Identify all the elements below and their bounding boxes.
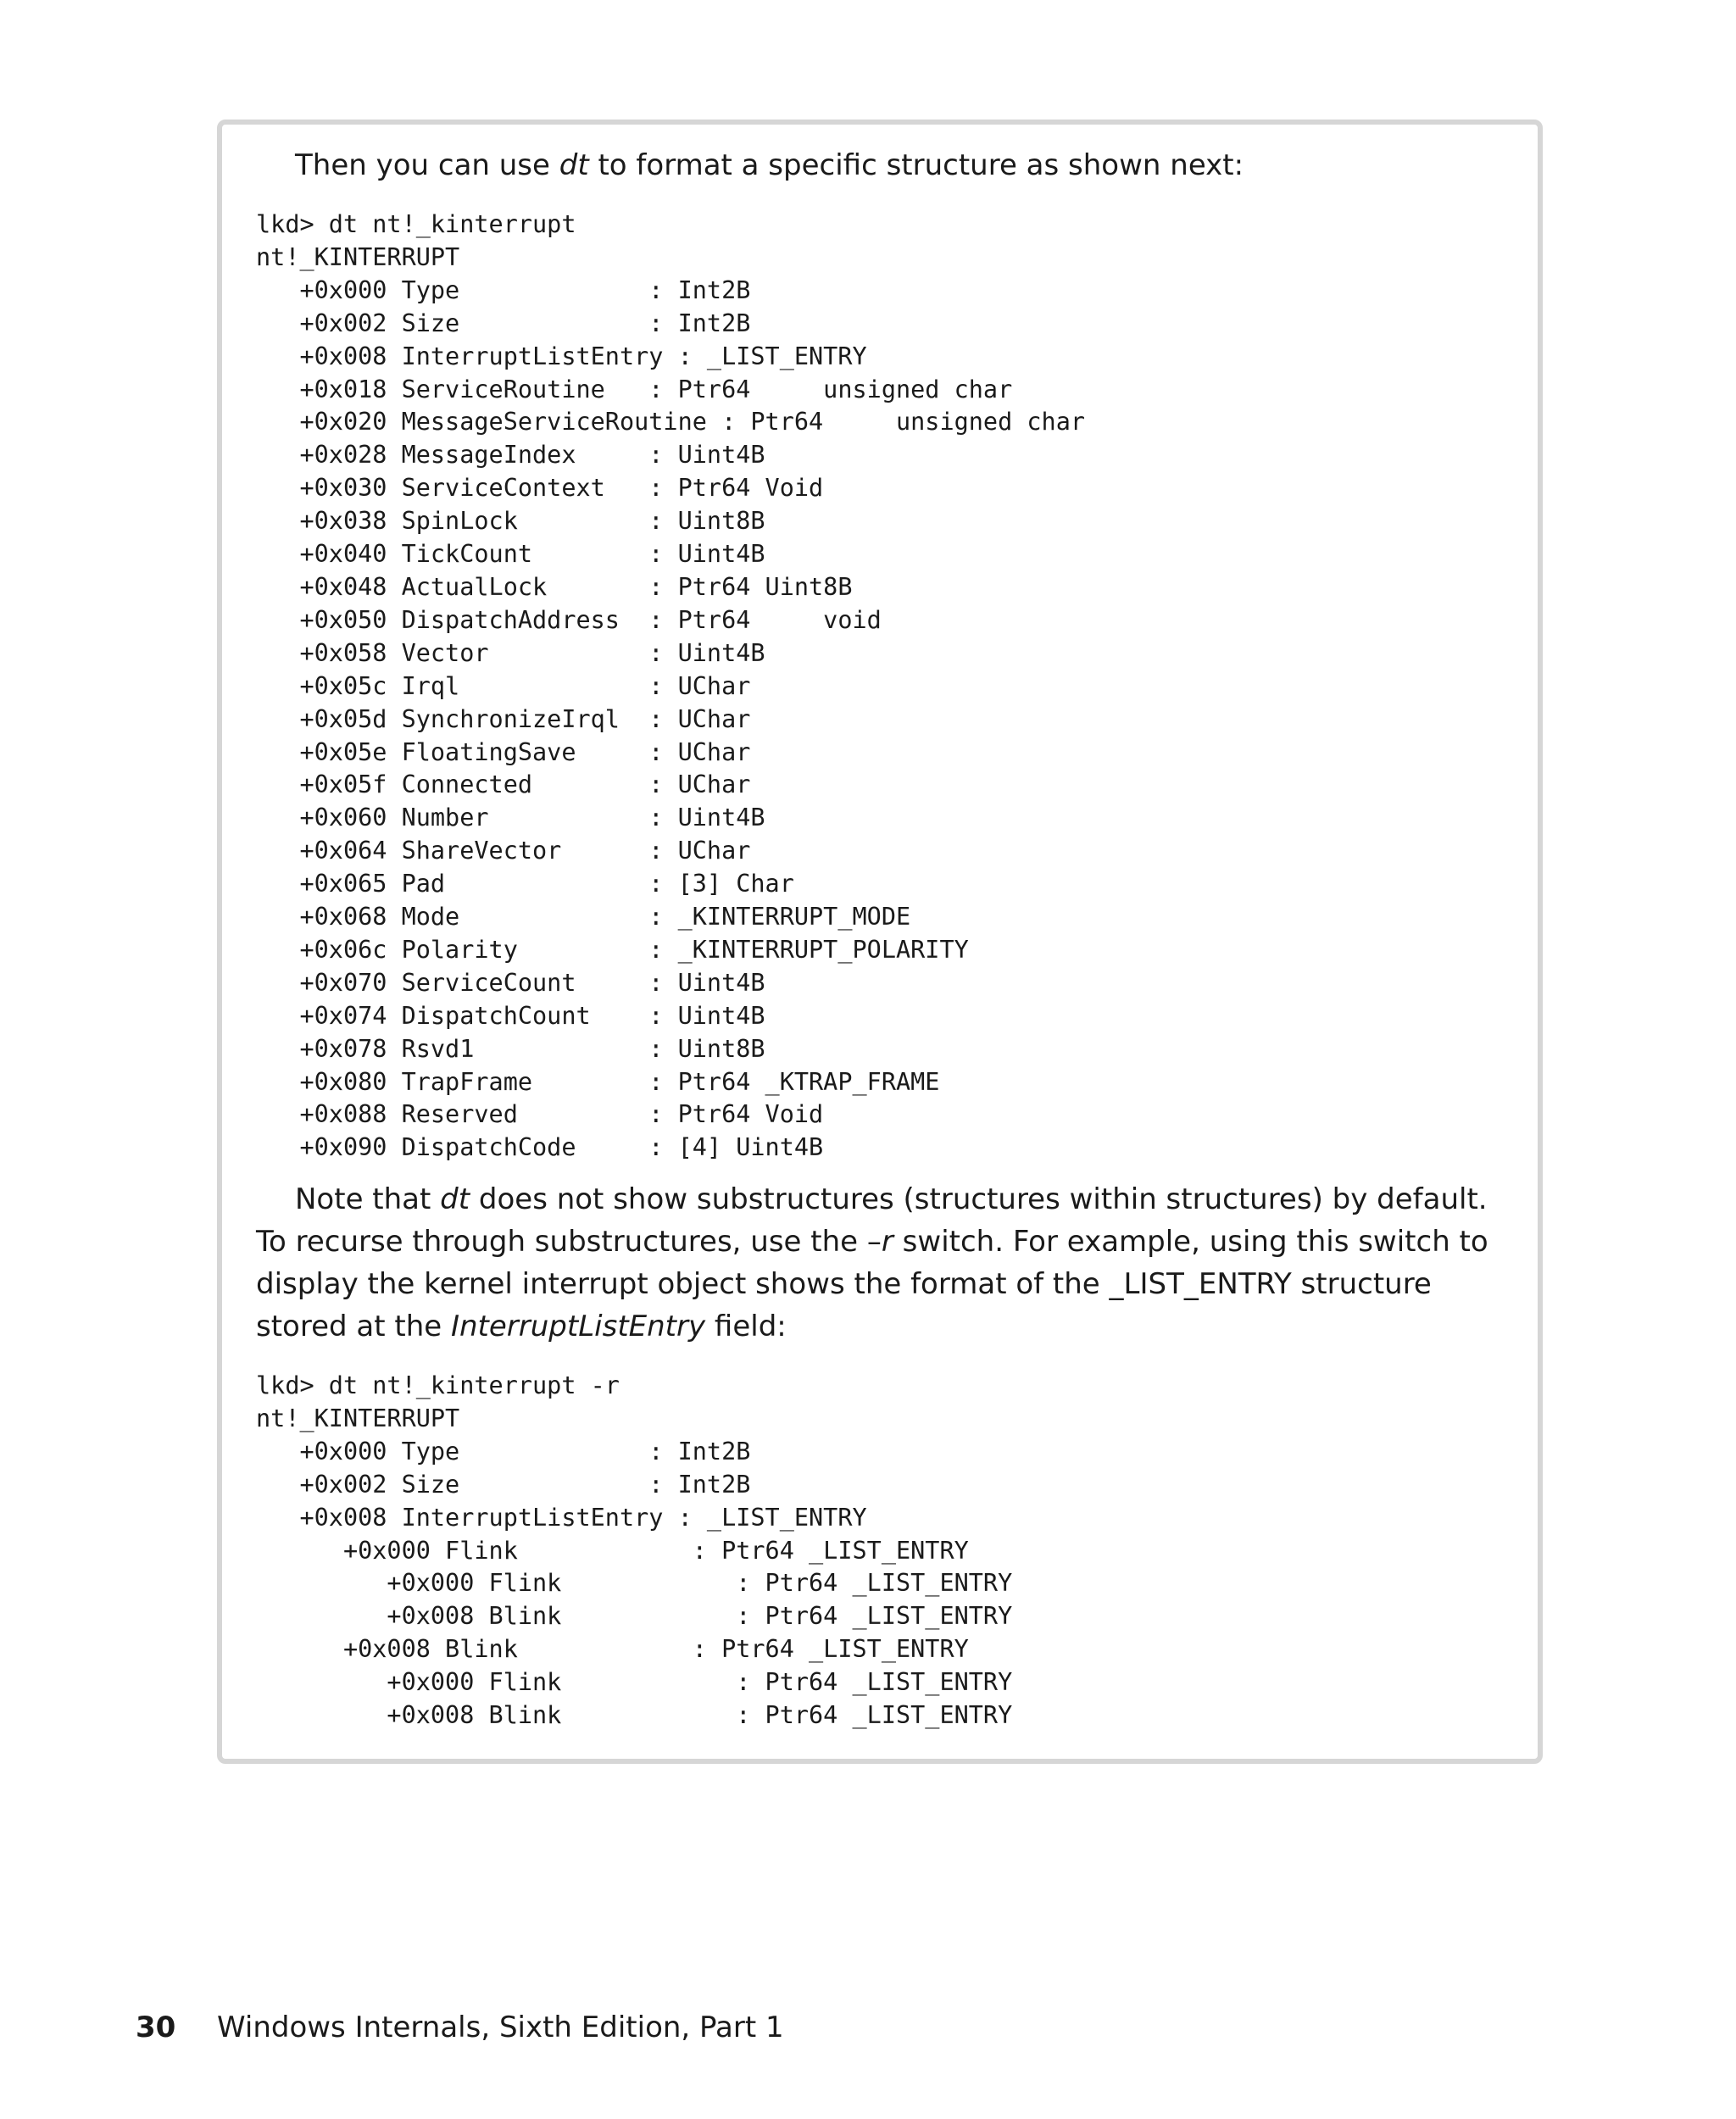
note-text-2: does not show substructures (structures within structures) by default. To recurse through substructures, use the – [256,1182,1488,1259]
note-text-4: field: [705,1310,787,1343]
page-footer [136,2009,784,2046]
intro-text-1: Then you can use [295,148,559,182]
code-block-dt-kinterrupt-r: lkd> dt nt!_kinterrupt -r nt!_KINTERRUPT +0x000 Type : Int2B +0x002 Size : Int2B +0x008 InterruptListEntry : _LIST_ENTRY +0x000 Flink : Ptr64 _LIST_ENTRY +0x000 Flink : Ptr64 _LIST_ENTRY +0x008 Blink : Ptr64 _LIST_ENTRY +0x008 Blink : Ptr64 _LIST_ENTRY +0x000 Flink : Ptr64 _LIST_ENTRY +0x008 Blink : Ptr64 _LIST_ENTRY [256,1371,1013,1730]
note-switch-r: r [881,1225,893,1259]
intro-command-dt: dt [559,148,589,182]
intro-text-2: to format a specific structure as shown next: [588,148,1244,182]
intro-paragraph [256,144,1519,186]
book-title: Windows Internals, Sixth Edition, Part 1 [217,2011,784,2044]
note-field-name: InterruptListEntry [450,1310,706,1343]
code-block-dt-kinterrupt: lkd> dt nt!_kinterrupt nt!_KINTERRUPT +0x000 Type : Int2B +0x002 Size : Int2B +0x008 InterruptListEntry : _LIST_ENTRY +0x018 ServiceRoutine : Ptr64 unsigned char +0x020 MessageServiceRoutine : Ptr64 unsigned char +0x028 MessageIndex : Uint4B +0x030 ServiceContext : Ptr64 Void +0x038 SpinLock : Uint8B +0x040 TickCount : Uint4B +0x048 ActualLock : Ptr64 Uint8B +0x050 DispatchAddress : Ptr64 void +0x058 Vector : Uint4B +0x05c Irql : UChar +0x05d SynchronizeIrql : UChar +0x05e FloatingSave : UChar +0x05f Connected : UChar +0x060 Number : Uint4B +0x064 ShareVector : UChar +0x065 Pad : [3] Char +0x068 Mode : _KINTERRUPT_MODE +0x06c Polarity : _KINTERRUPT_POLARITY +0x070 ServiceCount : Uint4B +0x074 DispatchCount : Uint4B +0x078 Rsvd1 : Uint8B +0x080 TrapFrame : Ptr64 _KTRAP_FRAME +0x088 Reserved : Ptr64 Void +0x090 DispatchCode : [4] Uint4B [256,210,1086,1162]
note-paragraph [256,1178,1519,1348]
note-command-dt: dt [440,1182,470,1216]
note-text-3: switch. For example, using this switch to display the kernel interrupt object shows the format of the _LIST_ENTRY structure stored at the [256,1225,1488,1343]
page-number: 30 [136,2011,176,2044]
note-text-1: Note that [295,1182,441,1216]
